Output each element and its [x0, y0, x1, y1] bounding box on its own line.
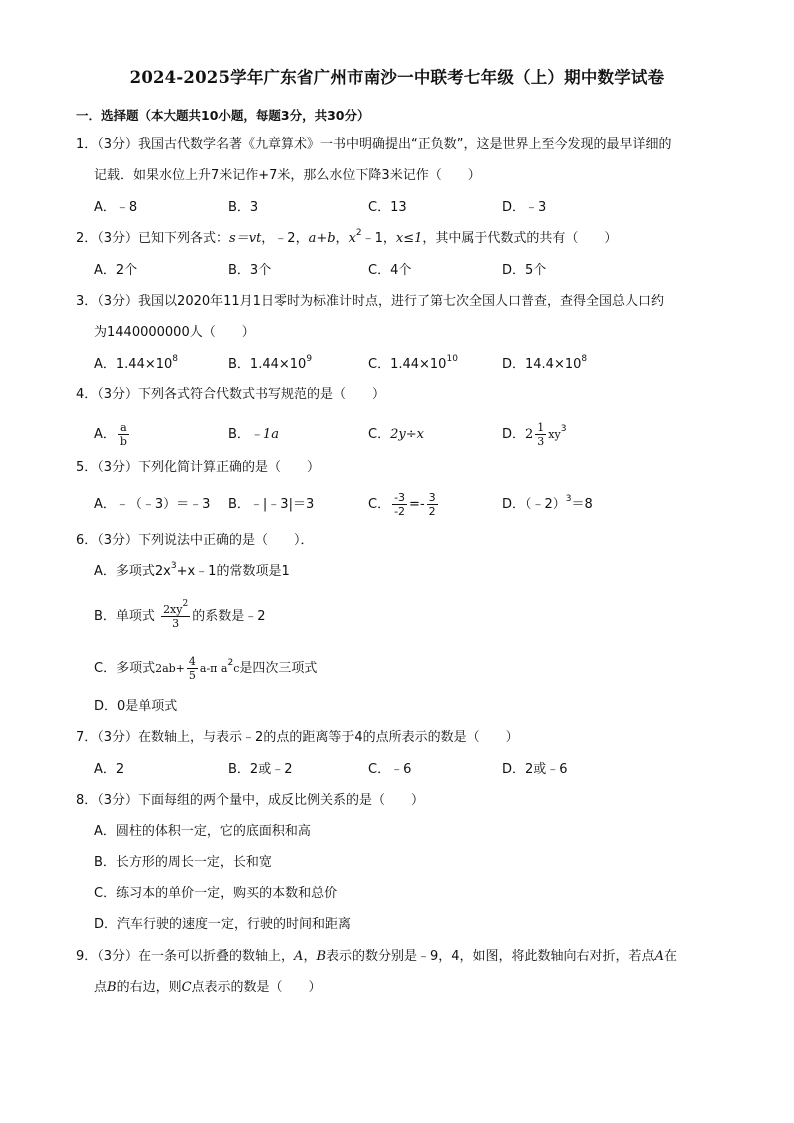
q6-option-a-tail: +x﹣1的常数项是1	[176, 564, 290, 579]
q6-option-c-denominator: 5	[188, 669, 196, 682]
q9-text-5: 的右边，则	[116, 980, 182, 995]
q1-option-d[interactable]: D．﹣3	[502, 200, 547, 215]
q5-option-a[interactable]: A．﹣（﹣3）＝﹣3	[94, 497, 211, 512]
q9-text-4: 点	[94, 980, 108, 995]
q5-stem: 5．（3分）下列化简计算正确的是（ ）	[76, 460, 321, 475]
q9-point-c: C	[181, 980, 192, 995]
q9-text-6: 点表示的数是（ ）	[191, 980, 322, 995]
q1-stem-line2: 记载．如果水位上升7米记作+7米，那么水位下降3米记作（ ）	[94, 168, 481, 183]
q5-option-c-fraction-2	[427, 491, 438, 518]
q3-option-c[interactable]	[368, 355, 458, 375]
q3-option-b-base: B．1.44×10	[228, 357, 307, 372]
q6-option-b[interactable]	[94, 600, 266, 634]
q2-formula-3: a+b	[308, 231, 336, 246]
q2-option-b[interactable]: B．3个	[228, 263, 272, 278]
q8-option-d[interactable]: D．汽车行驶的速度一定，行驶的时间和距离	[94, 917, 352, 932]
q5-option-c-label: C．	[368, 497, 391, 512]
q7-option-b[interactable]: B．2或﹣2	[228, 762, 293, 777]
q3-options	[94, 355, 734, 375]
q6-stem: 6．（3分）下列说法中正确的是（ ）．	[76, 533, 314, 548]
q9-point-b-2: B	[107, 980, 117, 995]
q9-text-3: 在	[663, 949, 677, 964]
q3-option-d-exp: 8	[581, 354, 588, 364]
q2-stem	[76, 230, 617, 248]
q4-option-c-label: C．	[368, 427, 391, 442]
q6-option-b-num-text: 2xy	[163, 603, 183, 616]
q4-option-b-expr: ﹣1a	[249, 427, 279, 442]
q1-option-b[interactable]: B．3	[228, 200, 259, 215]
q6-option-c-fraction	[187, 655, 198, 682]
q6-option-c-expr1: 2ab+	[155, 662, 185, 675]
q4-option-d-var: xy	[548, 428, 561, 441]
q3-option-d-base: D．14.4×10	[502, 357, 582, 372]
q6-option-b-numerator	[161, 599, 190, 617]
q1-stem-line1: 1．（3分）我国古代数学名著《九章算术》一书中明确提出“正负数”，这是世界上至今发现的最早详细的	[76, 137, 672, 152]
q2-formula-x: x	[348, 231, 356, 246]
q4-option-b-label: B．	[228, 427, 250, 442]
q3-option-b-exp: 9	[306, 354, 313, 364]
q6-option-a-text: A．多项式2x	[94, 564, 171, 579]
q9-text-1: 9．（3分）在一条可以折叠的数轴上，	[76, 949, 295, 964]
q2-option-a[interactable]: A．2个	[94, 263, 138, 278]
q5-option-c-denominator-2: 2	[428, 505, 436, 518]
q3-option-d[interactable]	[502, 355, 587, 375]
q4-option-c-expr: 2y÷x	[390, 427, 424, 442]
q3-stem-line1: 3．（3分）我国以2020年11月1日零时为标准计时点，进行了第七次全国人口普查，查得全国总人口约	[76, 294, 664, 309]
q3-option-a[interactable]	[94, 355, 178, 375]
q3-option-c-base: C．1.44×10	[368, 357, 447, 372]
q8-option-b[interactable]: B．长方形的周长一定，长和宽	[94, 855, 272, 870]
q4-option-d-whole: 2	[525, 427, 534, 442]
q5-option-d-base: D．（﹣2）	[502, 497, 566, 512]
q3-option-a-exp: 8	[172, 354, 179, 364]
q6-option-c-tail: 是四次三项式	[239, 661, 318, 676]
q2-formula-2: ，﹣2，	[261, 231, 309, 246]
q2-exponent: 2	[355, 228, 362, 238]
q4-stem: 4．（3分）下列各式符合代数式书写规范的是（ ）	[76, 387, 386, 402]
q2-formula-5: x≤1	[395, 231, 423, 246]
q5-option-c-eq: =-	[409, 497, 425, 512]
q4-options	[94, 420, 734, 450]
q9-comma: ，	[303, 949, 317, 964]
q4-option-b[interactable]	[228, 420, 279, 450]
q7-option-c[interactable]: C．﹣6	[368, 762, 412, 777]
q6-option-d[interactable]: D．0是单项式	[94, 699, 178, 714]
q6-option-b-tail: 的系数是﹣2	[192, 609, 266, 624]
q4-option-d-exp: 3	[560, 424, 567, 434]
q6-option-c-text: C．多项式	[94, 661, 156, 676]
q2-prefix: 2．（3分）已知下列各式：	[76, 231, 230, 246]
q6-option-c-exp: 2	[227, 658, 234, 668]
q4-option-a[interactable]	[94, 420, 131, 450]
q7-options	[94, 760, 734, 780]
q6-option-c-expr3: c	[233, 662, 240, 675]
q9-stem-line2	[94, 979, 322, 997]
q1-option-a[interactable]: A．﹣8	[94, 200, 138, 215]
q5-option-c-fraction-1	[392, 491, 407, 518]
q6-option-b-text: B．单项式	[94, 609, 160, 624]
q5-option-b[interactable]: B．﹣|﹣3|＝3	[228, 497, 315, 512]
q4-option-a-label: A．	[94, 427, 116, 442]
q6-option-b-fraction	[161, 599, 190, 630]
q5-option-d-exp: 3	[565, 494, 572, 504]
q4-option-d-denominator: 3	[537, 435, 545, 448]
q8-option-a[interactable]: A．圆柱的体积一定，它的底面积和高	[94, 824, 311, 839]
q1-options	[94, 198, 734, 218]
q9-point-a: A	[294, 949, 304, 964]
q3-option-a-base: A．1.44×10	[94, 357, 173, 372]
q2-formula-1: s＝vt	[229, 231, 262, 246]
q6-option-a[interactable]	[94, 563, 290, 581]
q4-option-a-fraction	[118, 421, 129, 448]
q5-option-d[interactable]	[502, 490, 593, 520]
q6-option-c[interactable]	[94, 652, 317, 686]
q2-options	[94, 261, 734, 281]
q5-option-c-numerator-1: -3	[394, 491, 406, 504]
q3-stem-line2: 为1440000000人（ ）	[94, 325, 255, 340]
q5-option-c-numerator-2: 3	[428, 491, 436, 504]
q5-option-c[interactable]	[368, 490, 440, 520]
q2-sep: ，	[335, 231, 349, 246]
q7-option-d[interactable]: D．2或﹣6	[502, 762, 568, 777]
q8-option-c[interactable]: C．练习本的单价一定，购买的本数和总价	[94, 886, 338, 901]
q5-options	[94, 490, 734, 520]
q4-option-a-numerator: a	[118, 421, 129, 435]
q6-option-b-denominator: 3	[172, 617, 180, 630]
q6-option-a-exp: 3	[170, 561, 177, 571]
q4-option-d-numerator: 1	[537, 421, 545, 434]
q9-point-b: B	[316, 949, 327, 964]
q7-option-a[interactable]: A．2	[94, 762, 125, 777]
q7-stem: 7．（3分）在数轴上，与表示﹣2的点的距离等于4的点所表示的数是（ ）	[76, 730, 519, 745]
q9-stem-line1	[76, 948, 677, 966]
q1-option-c[interactable]: C．13	[368, 200, 407, 215]
q2-option-d[interactable]: D．5个	[502, 263, 547, 278]
section-heading: 一．选择题（本大题共10小题，每题3分，共30分）	[76, 108, 370, 123]
q8-stem: 8．（3分）下面每组的两个量中，成反比例关系的是（ ）	[76, 793, 425, 808]
q9-point-a-2: A	[654, 949, 664, 964]
q2-option-c[interactable]: C．4个	[368, 263, 412, 278]
exam-title: 2024-2025学年广东省广州市南沙一中联考七年级（上）期中数学试卷	[129, 68, 665, 87]
q2-formula-4: ﹣1，	[361, 231, 396, 246]
q6-option-b-num-exp: 2	[182, 599, 189, 609]
q4-option-d-fraction	[535, 421, 546, 448]
q4-option-a-denominator: b	[119, 435, 127, 448]
q6-option-c-numerator: 4	[188, 655, 196, 668]
q5-option-c-denominator-1: -2	[394, 505, 406, 518]
q4-option-d[interactable]	[502, 420, 566, 450]
q4-option-d-label: D．	[502, 427, 526, 442]
q4-option-c[interactable]	[368, 420, 424, 450]
q6-option-c-expr2: a-π a	[199, 662, 228, 675]
q5-option-d-tail: ＝8	[571, 497, 593, 512]
q3-option-b[interactable]	[228, 355, 312, 375]
q2-suffix: ，其中属于代数式的共有（ ）	[422, 231, 618, 246]
q3-option-c-exp: 10	[446, 354, 458, 364]
q9-text-2: 表示的数分别是﹣9，4，如图，将此数轴向右对折，若点	[326, 949, 655, 964]
